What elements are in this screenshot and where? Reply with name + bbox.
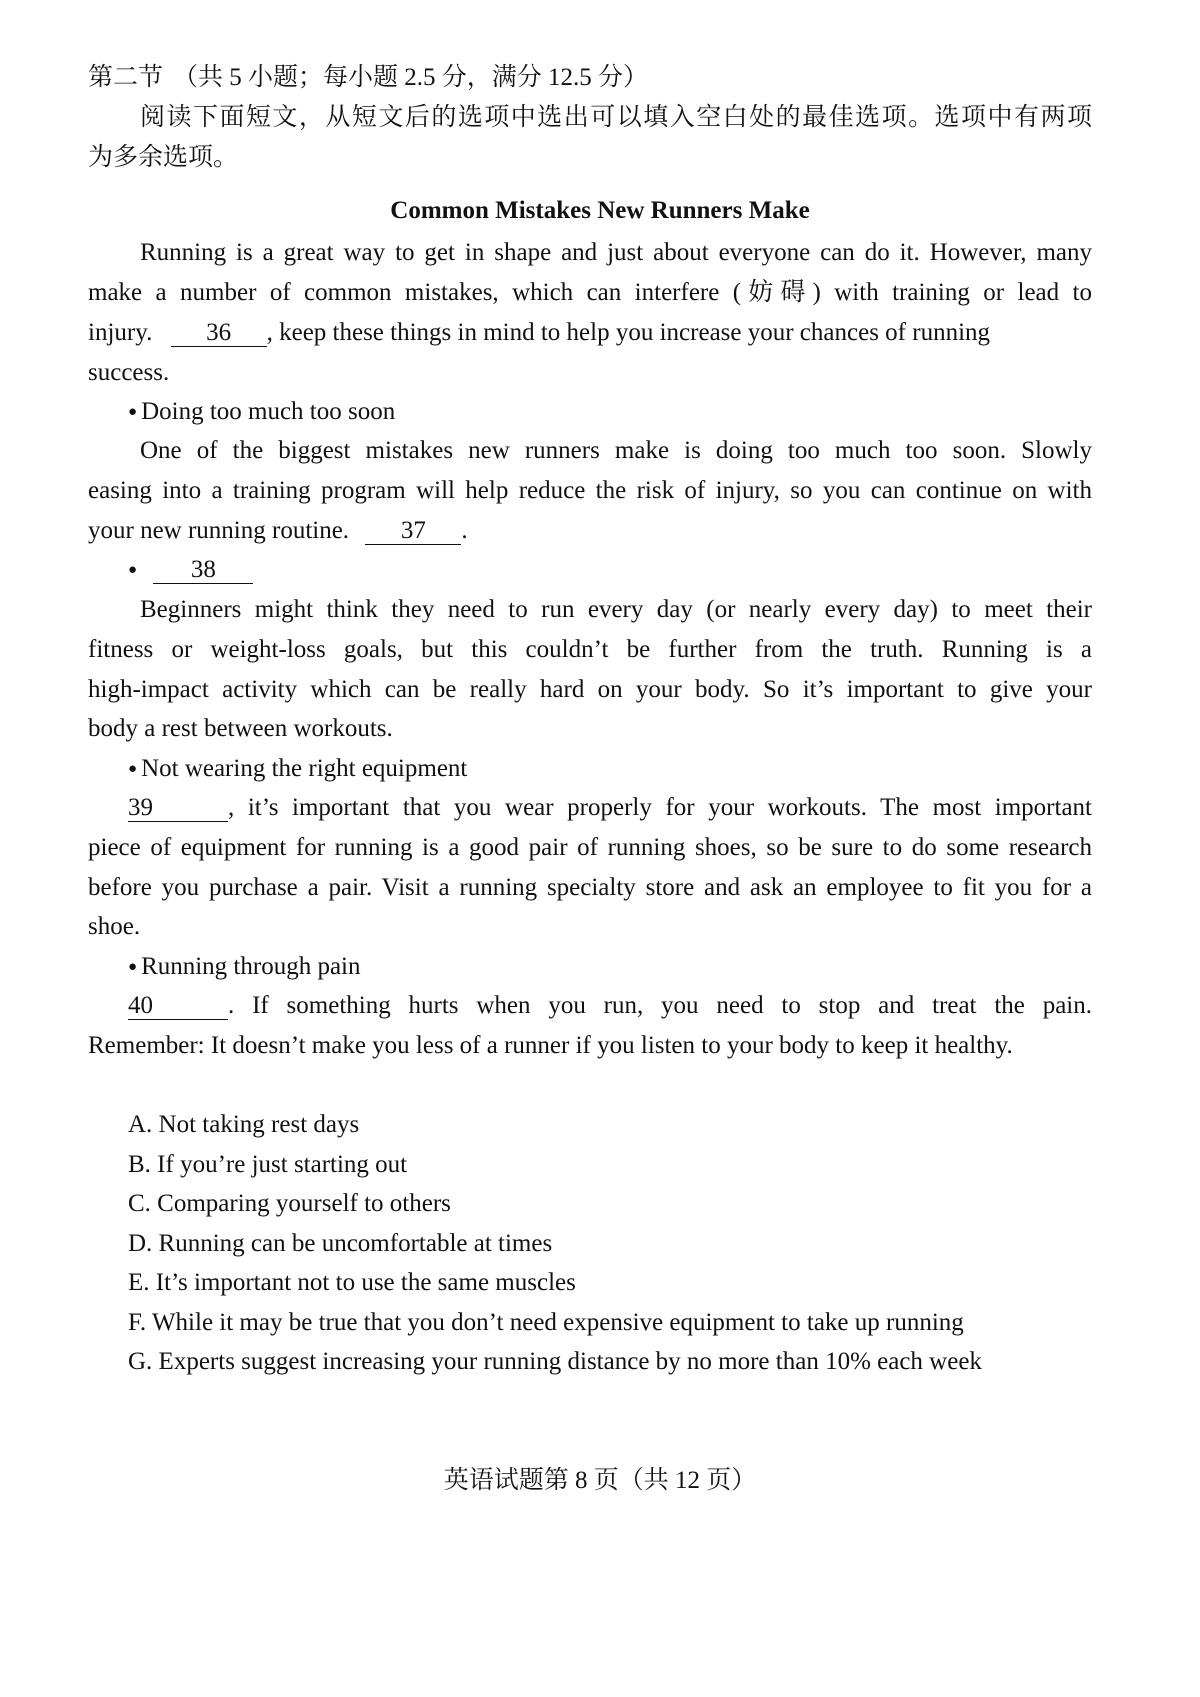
option-d: D. Running can be uncomfortable at times <box>128 1230 553 1257</box>
section-detail: （共 5 小题；每小题 2.5 分，满分 12.5 分） <box>173 64 649 91</box>
paragraph-5-line-1-post: . If something hurts when you run, you need to stop and treat the pain. <box>228 992 1092 1019</box>
paragraph-4-line-1 <box>88 792 1092 824</box>
paragraph-1-line-1: Running is a great way to get in shape and just about everyone can do it. However, many <box>140 239 1092 266</box>
paragraph-2-line-3-pre: your new running routine. <box>88 517 350 544</box>
blank-36: 36 <box>171 320 267 347</box>
page-footer: 英语试题第 8 页（共 12 页） <box>443 1467 757 1494</box>
paragraph-5-line-1 <box>88 990 1092 1022</box>
heading-4-text: Running through pain <box>141 953 361 980</box>
option-b: B. If you’re just starting out <box>128 1151 408 1178</box>
option-g: G. Experts suggest increasing your running distance by no more than 10% each week <box>128 1348 982 1375</box>
paragraph-1-line-4: success. <box>88 359 170 386</box>
option-f: F. While it may be true that you don’t need expensive equipment to take up running <box>128 1309 964 1336</box>
bullet-icon: ● <box>128 761 138 777</box>
heading-1 <box>128 396 1132 428</box>
paragraph-1-line-2: make a number of common mistakes, which can interfere (妨碍) with training or lead to <box>88 279 1092 306</box>
blank-37: 37 <box>365 518 461 545</box>
paragraph-4-line-4: shoe. <box>88 913 141 940</box>
bullet-icon: ● <box>128 959 138 975</box>
bullet-icon: ● <box>128 404 138 420</box>
paragraph-1-line-3 <box>88 317 1092 349</box>
paragraph-3-line-4: body a rest between workouts. <box>88 715 393 742</box>
paragraph-4-line-3: before you purchase a pair. Visit a running specialty store and ask an employee to fit you for a <box>88 874 1092 901</box>
heading-2 <box>128 554 1132 586</box>
heading-4 <box>128 951 1132 983</box>
paragraph-3-line-3: high-impact activity which can be really hard on your body. So it’s important to give your <box>88 676 1092 703</box>
heading-1-text: Doing too much too soon <box>141 398 396 425</box>
blank-39: 39 <box>128 795 228 822</box>
paragraph-2-line-3 <box>88 515 1092 547</box>
paragraph-4-line-1-post: , it’s important that you wear properly for your workouts. The most important <box>228 794 1092 821</box>
option-a: A. Not taking rest days <box>128 1111 360 1138</box>
option-e: E. It’s important not to use the same muscles <box>128 1269 576 1296</box>
paragraph-5-line-2: Remember: It doesn’t make you less of a runner if you listen to your body to keep it healthy. <box>88 1032 1013 1059</box>
passage-title: Common Mistakes New Runners Make <box>390 197 810 224</box>
section-header <box>88 62 1092 94</box>
heading-3 <box>128 753 1132 785</box>
paragraph-1-line-3-pre: injury. <box>88 319 153 346</box>
paragraph-3-line-1: Beginners might think they need to run every day (or nearly every day) to meet their <box>140 596 1092 623</box>
instructions-line-2: 为多余选项。 <box>88 144 239 171</box>
heading-3-text: Not wearing the right equipment <box>141 755 468 782</box>
paragraph-2-line-1: One of the biggest mistakes new runners make is doing too much too soon. Slowly <box>140 437 1092 464</box>
paragraph-4-line-2: piece of equipment for running is a good pair of running shoes, so be sure to do some research <box>88 834 1092 861</box>
paragraph-2-line-2: easing into a training program will help reduce the risk of injury, so you can continue on with <box>88 477 1092 504</box>
section-title: 第二节 <box>88 64 164 91</box>
bullet-icon: ● <box>128 562 138 578</box>
paragraph-1-line-3-post: , keep these things in mind to help you increase your chances of running <box>266 319 991 346</box>
option-c: C. Comparing yourself to others <box>128 1190 451 1217</box>
instructions-line-1: 阅读下面短文，从短文后的选项中选出可以填入空白处的最佳选项。选项中有两项 <box>140 104 1092 131</box>
blank-40: 40 <box>128 993 228 1020</box>
paragraph-3-line-2: fitness or weight-loss goals, but this couldn’t be further from the truth. Running is a <box>88 636 1092 663</box>
paragraph-2-line-3-post: . <box>461 517 468 544</box>
blank-38: 38 <box>153 557 253 584</box>
